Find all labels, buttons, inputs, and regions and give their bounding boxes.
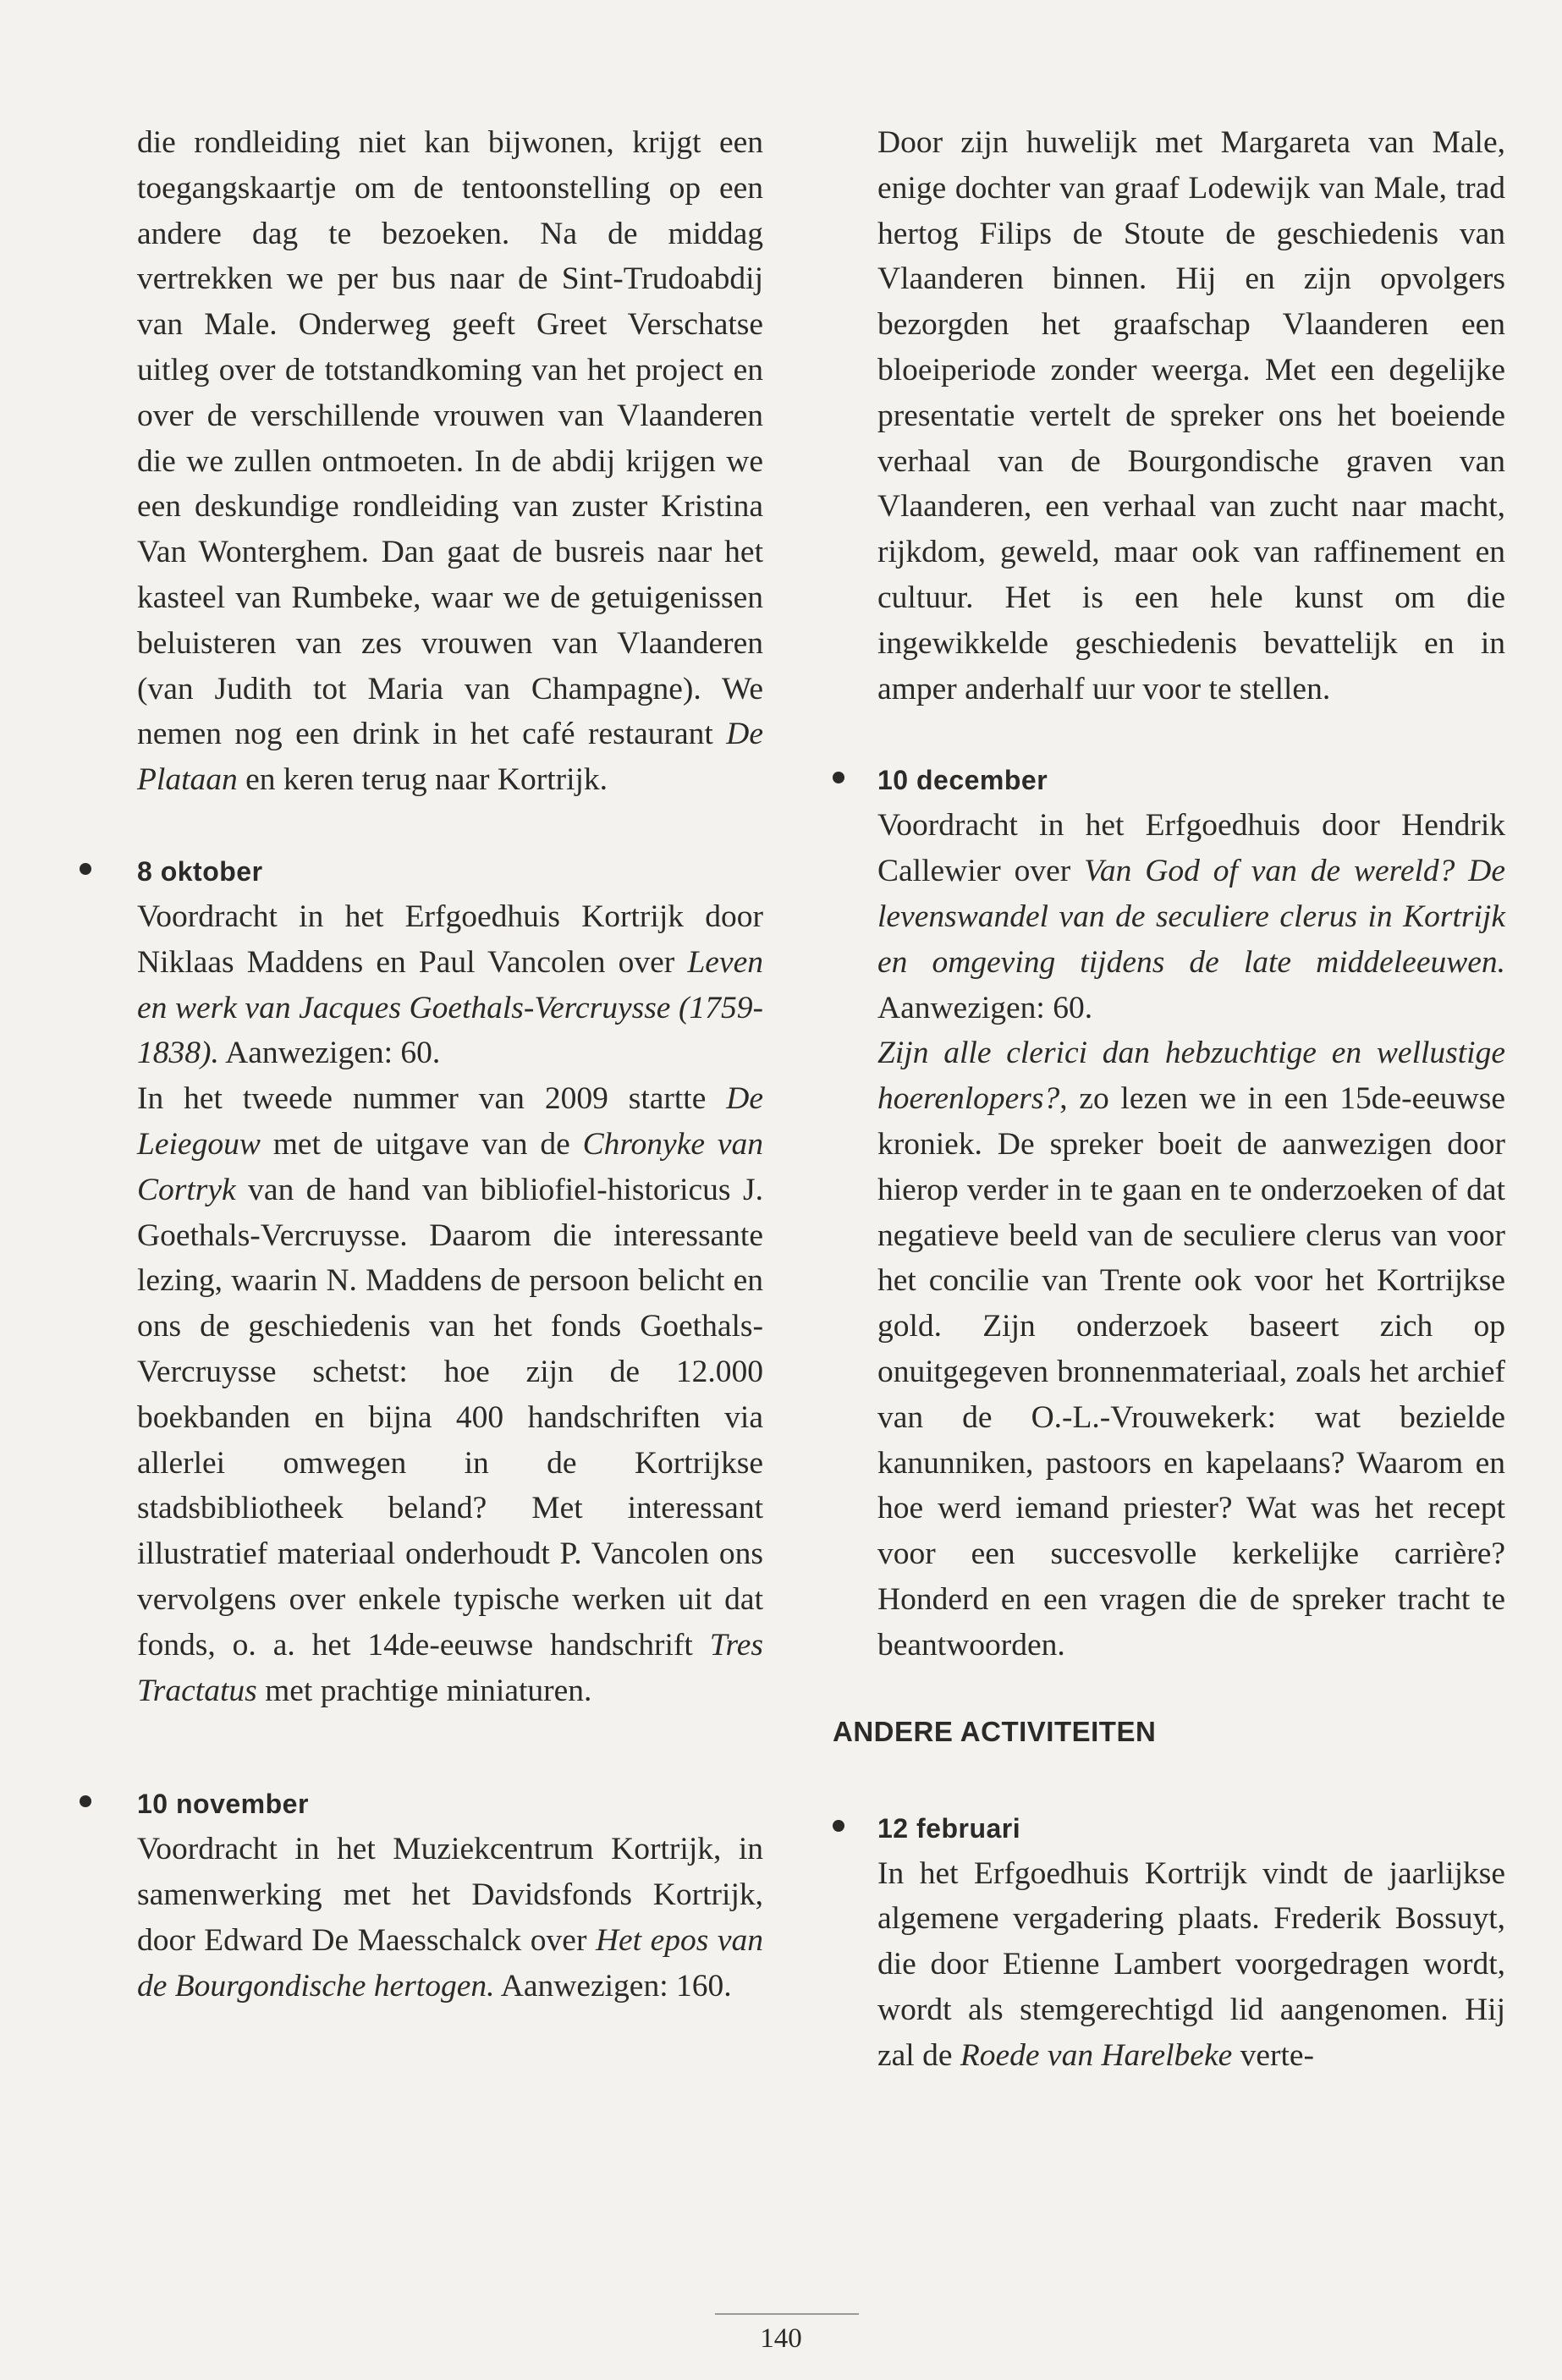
- entry-8-oktober: [137, 849, 763, 1713]
- bullet-icon: [80, 1795, 91, 1807]
- entry-paragraph: In het Erfgoedhuis Kortrijk vindt de jaarlijkse algemene vergadering plaats. Frederik Bossuyt, die door Etienne Lambert voorgedragen wordt, wordt als stemgerechtigd lid aangenomen. Hij zal de Roede van Harelbeke verte-: [877, 1855, 1505, 2073]
- entry-12-februari: [877, 1806, 1505, 2079]
- left-column: [137, 120, 763, 2009]
- entry-paragraph: Voordracht in het Muziekcentrum Kortrijk, in samenwerking met het Davidsfonds Kortrijk, door Edward De Maesschalck over Het epos van de Bourgondische hertogen. Aanwezigen: 160.: [137, 1832, 764, 2003]
- entry-date: 12 februari: [877, 1812, 1021, 1844]
- entry-10-november: [137, 1781, 763, 2009]
- bullet-icon: [833, 772, 844, 783]
- entry-date: 8 oktober: [137, 855, 263, 887]
- entry-paragraph: In het tweede nummer van 2009 startte De Leiegouw met de uitgave van de Chronyke van Cortryk van de hand van bibliofiel-historicus J. Goethals-Vercruysse. Daarom die interessante lezing, waarin N. Maddens de persoon belicht en ons de geschiedenis van het fonds Goethals-Vercruysse schetst: hoe zijn de 12.000 boekbanden en bijna 400 handschriften via allerlei omwegen in de Kortrijkse stadsbibliotheek beland? Met interessant illustratief materiaal onderhoudt P. Vancolen ons vervolgens over enkele typische werken uit dat fonds, o. a. het 14de-eeuwse handschrift Tres Tractatus met prachtige miniaturen.: [137, 1081, 764, 1708]
- entry-date: 10 november: [137, 1789, 309, 1820]
- entry-10-december: [877, 757, 1505, 1668]
- section-heading: ANDERE ACTIVITEITEN: [833, 1715, 1157, 1747]
- right-column: [833, 120, 1506, 2078]
- page-number: 140: [760, 2323, 802, 2354]
- entry-date: 10 december: [877, 765, 1048, 796]
- intro-paragraph: Door zijn huwelijk met Margareta van Male, enige dochter van graaf Lodewijk van Male, trad hertog Filips de Stoute de geschiedenis van Vlaanderen binnen. Hij en zijn opvolgers bezorgden het graafschap Vlaanderen een bloeiperiode zonder weerga. Met een degelijke presentatie vertelt de spreker ons het boeiende verhaal van de Bourgondische graven van Vlaanderen, een verhaal van zucht naar macht, rijkdom, geweld, maar ook van raffinement en cultuur. Het is een hele kunst om die ingewikkelde geschiedenis bevattelijk en in amper anderhalf uur voor te stellen.: [877, 125, 1505, 706]
- bullet-icon: [80, 863, 91, 875]
- bullet-icon: [833, 1820, 844, 1832]
- entry-paragraph: Voordracht in het Erfgoedhuis door Hendrik Callewier over Van God of van de wereld? De levenswandel van de seculiere clerus in Kortrijk en omgeving tijdens de late middeleeuwen. Aanwezigen: 60.: [877, 808, 1506, 1025]
- intro-paragraph: die rondleiding niet kan bijwonen, krijgt een toegangskaartje om de tentoonstelling op een andere dag te bezoeken. Na de middag vertrekken we per bus naar de Sint-Trudoabdij van Male. Onderweg geeft Greet Verschatse uitleg over de totstandkoming van het project en over de verschillende vrouwen van Vlaanderen die we zullen ontmoeten. In de abdij krijgen we een deskundige rondleiding van zuster Kristina Van Wonterghem. Dan gaat de busreis naar het kasteel van Rumbeke, waar we de getuigenissen beluisteren van zes vrouwen van Vlaanderen (van Judith tot Maria van Champagne). We nemen nog een drink in het café restaurant De Plataan en keren terug naar Kortrijk.: [137, 125, 763, 798]
- entry-paragraph: Voordracht in het Erfgoedhuis Kortrijk door Niklaas Maddens en Paul Vancolen over Leven en werk van Jacques Goethals-Vercruysse (1759-1838). Aanwezigen: 60.: [137, 899, 763, 1071]
- entry-paragraph: Zijn alle clerici dan hebzuchtige en wellustige hoerenlopers?, zo lezen we in een 15de-eeuwse kroniek. De spreker boeit de aanwezigen door hierop verder in te gaan en te onderzoeken of dat negatieve beeld van de seculiere clerus van voor het concilie van Trente ook voor het Kortrijkse gold. Zijn onderzoek baseert zich op onuitgegeven bronnenmateriaal, zoals het archief van de O.-L.-Vrouwekerk: wat bezielde kanunniken, pastoors en kapelaans? Waarom en hoe werd iemand priester? Wat was het recept voor een succesvolle kerkelijke carrière? Honderd en een vragen die de spreker tracht te beantwoorden.: [877, 1036, 1505, 1663]
- footer-rule: [715, 2313, 859, 2315]
